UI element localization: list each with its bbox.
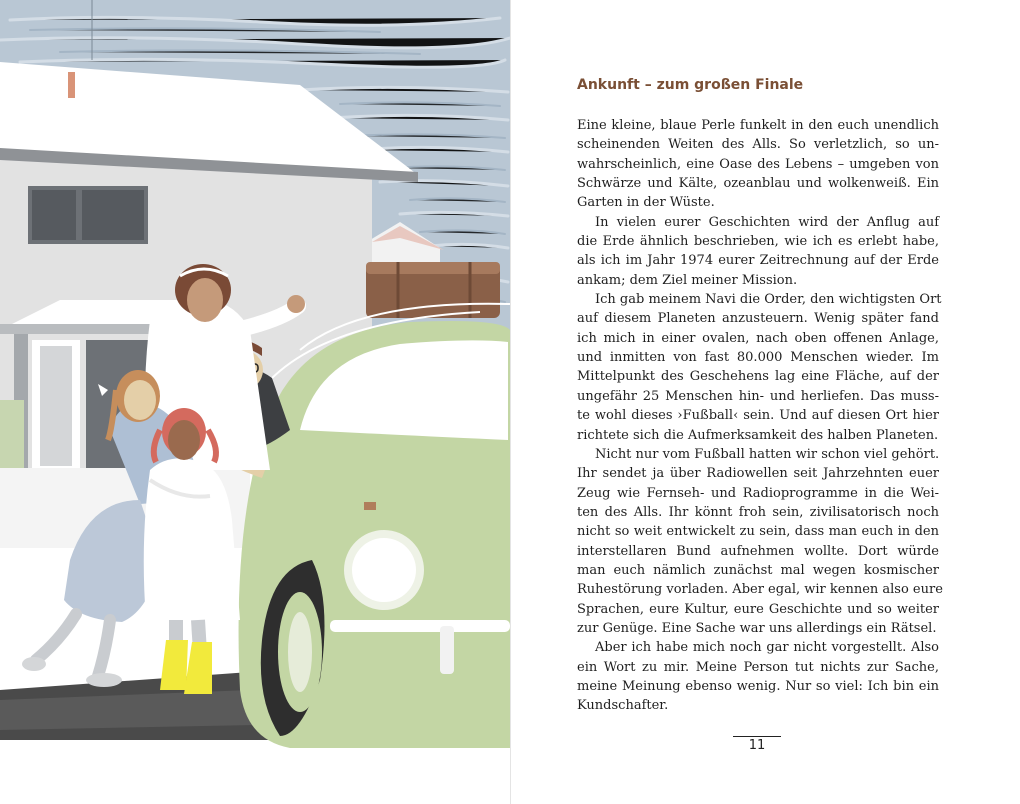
text-line: Sprachen, eure Kultur, eure Geschichte und so weiter [577, 601, 939, 617]
text-line: nicht so weit entwickelt zu sein, dass man euch in den [577, 524, 939, 540]
text-line: als ich im Jahr 1974 eurer Zeitrechnung auf der Erde [577, 253, 939, 269]
text-line: Mittelpunkt des Geschehens lag eine Fläche, auf der [577, 369, 939, 385]
text-line: scheinenden Weiten des Alls. So verletzlich, so un- [577, 137, 939, 153]
text-line: In vielen eurer Geschichten wird der Anflug auf [595, 214, 939, 230]
chapter-title: Ankunft – zum großen Finale [577, 77, 804, 93]
text-line: Nicht nur vom Fußball hatten wir schon viel gehört. [595, 446, 940, 462]
text-line: ankam; dem Ziel meiner Mission. [577, 272, 798, 288]
text-line: Ihr sendet ja über Radiowellen seit Jahrzehnten euer [577, 466, 939, 482]
text-line: auf diesem Planeten anzusteuern. Wenig später fand [577, 311, 939, 327]
text-line: ich mich in einer ovalen, nach oben offenen Anlage, [577, 330, 939, 346]
text-line: Aber ich habe mich noch gar nicht vorgestellt. Also [595, 640, 939, 656]
text-line: interstellaren Bund aufnehmen wollte. Dort würde [577, 543, 939, 559]
page-number: 11 [748, 738, 766, 753]
text-line: ein Wort zu mir. Meine Person tut nichts zur Sache, [577, 659, 939, 675]
text-line: te wohl dieses ›Fußball‹ sein. Und auf diesen Ort hier [577, 408, 939, 424]
text-line: Ich gab meinem Navi die Order, den wichtigsten Ort [595, 292, 942, 308]
text-line: ten des Alls. Ihr könnt froh sein, zivilisatorisch noch [577, 504, 939, 520]
text-page [511, 0, 1020, 804]
text-line: wahrscheinlich, eine Oase des Lebens – umgeben von [577, 156, 939, 172]
page-number-rule [733, 736, 781, 737]
text-line: Ruhestörung vorladen. Aber egal, wir kennen also eure [577, 582, 943, 598]
text-line: und inmitten von fast 80.000 Menschen wieder. Im [577, 350, 939, 366]
text-line: Schwärze und Kälte, ozeanblau und wolkenweiß. Ein [577, 176, 939, 192]
text-line: Eine kleine, blaue Perle funkelt in den euch unendlich [577, 118, 939, 133]
text-line: zur Genüge. Eine Sache war uns allerdings ein Rätsel. [577, 620, 937, 636]
text-line: richtete sich die Aufmerksamkeit des halben Planeten. [577, 427, 939, 443]
text-line: ungefähr 25 Menschen hin- und herliefen. Das muss- [577, 388, 939, 404]
text-line: Garten in der Wüste. [577, 195, 715, 211]
text-line: Zeug wie Fernseh- und Radioprogramme in die Wei- [577, 485, 939, 501]
text-line: man euch nämlich zunächst mal wegen kosmischer [577, 562, 939, 578]
text-line: meine Meinung ebenso wenig. Nur so viel: Ich bin ein [577, 678, 939, 694]
text-line: die Erde ähnlich beschrieben, wie ich es erlebt habe, [577, 234, 939, 250]
body-text [577, 116, 943, 716]
text-line: Kundschafter. [577, 698, 669, 714]
